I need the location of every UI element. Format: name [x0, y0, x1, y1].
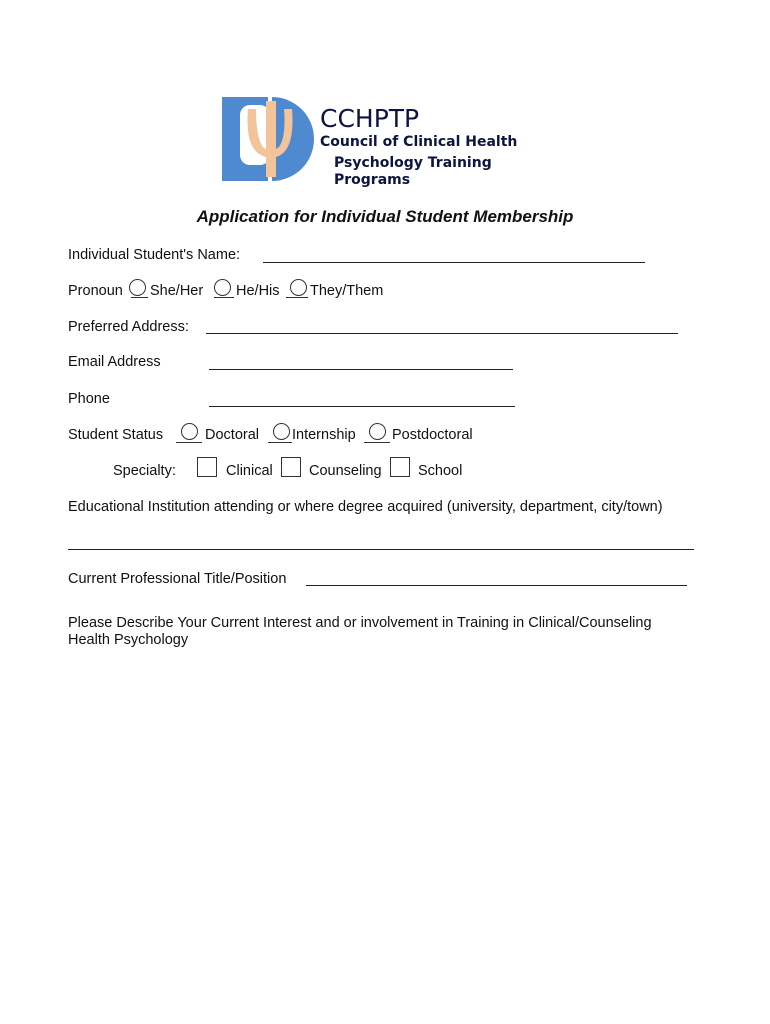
status-label: Student Status [68, 427, 164, 443]
logo-line-1: Council of Clinical Health [320, 134, 518, 150]
status-doctoral-radio[interactable] [181, 423, 198, 440]
specialty-clinical-checkbox[interactable] [197, 457, 217, 477]
email-field[interactable] [209, 369, 513, 370]
institution-label: Educational Institution attending or where degree acquired (university, department, city/town) [68, 499, 663, 515]
pronoun-she-her-radio[interactable] [129, 279, 146, 296]
interest-prompt-line-1: Please Describe Your Current Interest and or involvement in Training in Clinical/Counseling [68, 615, 652, 631]
status-postdoctoral-underline [364, 442, 390, 443]
pronoun-she-her-label: She/Her [150, 283, 204, 299]
form-title: Application for Individual Student Membership [196, 207, 574, 226]
specialty-school-label: School [418, 463, 463, 479]
institution-field[interactable] [68, 549, 694, 550]
status-postdoctoral-radio[interactable] [369, 423, 386, 440]
psi-logo-icon [220, 95, 320, 183]
pronoun-label: Pronoun [68, 283, 123, 299]
phone-label: Phone [68, 391, 110, 407]
title-position-label: Current Professional Title/Position [68, 571, 287, 587]
name-field[interactable] [263, 262, 645, 263]
status-internship-underline [268, 442, 292, 443]
specialty-school-checkbox[interactable] [390, 457, 410, 477]
email-label: Email Address [68, 354, 161, 370]
status-internship-radio[interactable] [273, 423, 290, 440]
pronoun-they-them-label: They/Them [310, 283, 384, 299]
pronoun-she-her-underline [131, 297, 148, 298]
specialty-counseling-label: Counseling [309, 463, 382, 479]
pronoun-they-them-underline [286, 297, 308, 298]
status-postdoctoral-label: Postdoctoral [392, 427, 473, 443]
pronoun-he-his-radio[interactable] [214, 279, 231, 296]
pronoun-he-his-underline [214, 297, 234, 298]
status-internship-label: Internship [292, 427, 356, 443]
pronoun-they-them-radio[interactable] [290, 279, 307, 296]
logo [220, 95, 560, 188]
address-label: Preferred Address: [68, 319, 189, 335]
logo-acronym: CCHPTP [320, 104, 420, 133]
specialty-counseling-checkbox[interactable] [281, 457, 301, 477]
status-doctoral-label: Doctoral [205, 427, 259, 443]
address-field[interactable] [206, 333, 678, 334]
logo-line-2: Psychology Training Programs [334, 155, 492, 188]
pronoun-he-his-label: He/His [236, 283, 280, 299]
status-doctoral-underline [176, 442, 202, 443]
name-label: Individual Student's Name: [68, 247, 241, 263]
phone-field[interactable] [209, 406, 515, 407]
interest-prompt-line-2: Health Psychology [68, 632, 189, 648]
title-position-field[interactable] [306, 585, 687, 586]
specialty-clinical-label: Clinical [226, 463, 273, 479]
specialty-label: Specialty: [113, 463, 176, 479]
